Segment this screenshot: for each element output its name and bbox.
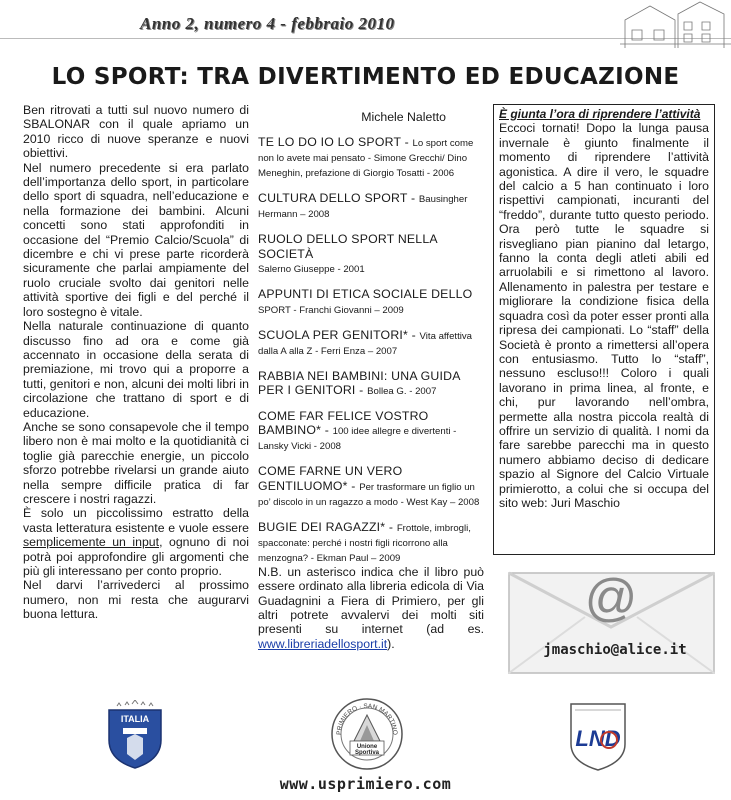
book-title: TE LO DO IO LO SPORT -	[258, 135, 413, 150]
sidebar-body: Eccoci tornati! Dopo la lunga pausa invernale è giunto finalmente il momento di riprendere l’attività agonistica. A dire il vero, le squadre del calcio a 5 han continuato i loro rispettivi campionati, incuranti del “freddo”, durante tutto questo periodo. Ora però tutte le squadre si risvegliano pian pianino dal letargo, fanno la conta degli atleti abili ed arruolabili e si rimettono al lavoro. Allenamento in palestra per testare e migliorare la condizione fisica della squadra così da poter esser pronti alla ripresa dei campionati. Lo “staff” della Società è pronto a rimettersi all’opera con entusiasmo. Tutto lo “staff”, nessuno escluso!!! Coloro i quali lavorano in prima linea, al fronte, e chi, pur lavorando nell’ombra, permette alla nostra piccola realtà di offrire un servizio di qualità. I nomi da fare sarebbe parecchi ma in questo numero abbiamo deciso di dedicare spazio al Signore del Calcio Virtuale primierotto, a colui che si occupa del sito web: Juri Maschio	[499, 121, 709, 510]
building-sketch	[620, 0, 731, 48]
book-item	[258, 135, 484, 180]
book-item	[258, 464, 484, 508]
book-desc: Bollea G. - 2007	[367, 386, 437, 398]
issue-line: Anno 2, numero 4 - febbraio 2010	[140, 14, 395, 33]
us-ring-text: PRIMIERO · SAN MARTINO	[335, 702, 399, 736]
book-item	[258, 191, 484, 221]
book-item	[258, 287, 484, 316]
note-text: N.B. un asterisco indica che il libro può essere ordinato alla libreria edicola di Via Guadagnini a Fiera di Primiero, per gli altri potrete avvalervi dei molti siti presenti su internet (ad es.	[258, 564, 484, 637]
book-desc: Vita affettiva dalla A alla Z - Ferri Enza – 2007	[258, 330, 472, 357]
book-item	[258, 328, 484, 358]
article-paragraph: Nella naturale continuazione di quanto discusso fino ad ora e come già accennato in occasione della serata di premiazione, mi trovo qui a proporre a tutti, genitori e non, alcuni dei molti libri in circolazione che trattano di sport e di educazione.	[23, 319, 249, 420]
signature: Michele Naletto	[361, 110, 446, 124]
book-title: RABBIA NEI BAMBINI: UNA GUIDA PER I GENITORI -	[258, 368, 460, 398]
website-url[interactable]: www.usprimiero.com	[279, 775, 452, 793]
book-desc: Per trasformare un figlio un po’ discolo in un ragazzo a modo - West Kay – 2008	[258, 481, 480, 508]
text-span: È solo un piccolissimo estratto della vasta letteratura esistente e vuole essere	[23, 506, 249, 535]
envelope-icon	[505, 565, 718, 678]
article-paragraph: Nel darvi l’arrivederci al prossimo numero, non mi resta che augurarvi buona lettura.	[23, 578, 249, 622]
book-desc: Lo sport come non lo avete mai pensato - Simone Grecchi/ Dino Meneghin, prefazione di Giorgio Tosatti - 2006	[258, 138, 474, 180]
italia-label: ITALIA	[120, 714, 150, 724]
lnd-label: LND	[575, 726, 621, 751]
unione-sportiva-logo	[330, 697, 404, 771]
book-title: BUGIE DEI RAGAZZI* -	[258, 519, 397, 534]
at-sign: @	[584, 569, 638, 627]
underlined-text: semplicemente un input	[23, 535, 160, 550]
book-title: COME FAR FELICE VOSTRO BAMBINO* -	[258, 409, 429, 438]
bookstore-link[interactable]: www.libreriadellosport.it	[258, 636, 388, 651]
book-desc: 100 idee allegre e divertenti - Lansky Vicki - 2008	[258, 426, 457, 453]
lnd-logo	[565, 700, 631, 772]
book-title: CULTURA DELLO SPORT -	[258, 191, 419, 206]
article-paragraph	[23, 506, 249, 578]
book-item	[258, 520, 484, 565]
note-end: ).	[387, 636, 395, 651]
article-paragraph: Anche se sono consapevole che il tempo libero non è mai molto e la quotidianità ci toglie già parecchie energie, un piccolo sforzo potrebbe rivelarsi un grande aiuto nella sempre difficile pratica di far crescere i nostri ragazzi.	[23, 419, 249, 506]
book-desc: Frottole, imbrogli, spacconate: perché i nostri figli ricorrono alla menzogna? - Ekman Paul – 2009	[258, 522, 471, 564]
article-paragraph: Nel numero precedente si era parlato dell’importanza dello sport, in particolare dello sport di squadra, nell’educazione e nella formazione dei bambini. Alcuni concetti sono stati approfonditi in occasione del “Premio Calcio/Scuola” di dicembre e chi vi prese parte ricorderà sicuramente che parlai ampiamente del ruolo cruciale svolto dai genitori nelle attività sportive dei figli e del perché il loro sostegno è vitale.	[23, 160, 249, 319]
article-column-2	[258, 104, 484, 651]
us-name-2: Sportiva	[354, 750, 380, 756]
book-title: COME FARNE UN VERO GENTILUOMO* -	[258, 464, 403, 493]
book-desc: SPORT - Franchi Giovanni – 2009	[258, 304, 404, 316]
book-title: SCUOLA PER GENITORI* -	[258, 327, 420, 342]
book-title: RUOLO DELLO SPORT NELLA SOCIETÀ	[258, 232, 438, 261]
contact-email[interactable]: jmaschio@alice.it	[543, 642, 687, 658]
sidebar-box	[493, 104, 715, 555]
us-name-1: Unione	[356, 744, 378, 750]
book-desc: Bausingher Hermann – 2008	[258, 194, 468, 221]
text-span: , ognuno di noi potrà poi approfondire gli argomenti che più gli interessano per conto proprio.	[23, 535, 250, 578]
book-item	[258, 232, 484, 276]
book-title: APPUNTI DI ETICA SOCIALE DELLO	[258, 287, 473, 302]
booklist-note	[258, 565, 484, 651]
figc-italia-logo	[105, 700, 165, 770]
book-desc: Salerno Giuseppe - 2001	[258, 264, 365, 276]
sidebar-heading: È giunta l’ora di riprendere l’attività	[499, 107, 701, 121]
article-column-1	[23, 103, 249, 688]
article-paragraph: Ben ritrovati a tutti sul nuovo numero di SBALONAR con il quale apriamo un 2010 ricco di nuove speranze e nuovi obiettivi.	[23, 103, 249, 161]
book-item	[258, 409, 484, 453]
book-item	[258, 369, 484, 398]
page-title: LO SPORT: TRA DIVERTIMENTO ED EDUCAZIONE	[51, 64, 680, 90]
